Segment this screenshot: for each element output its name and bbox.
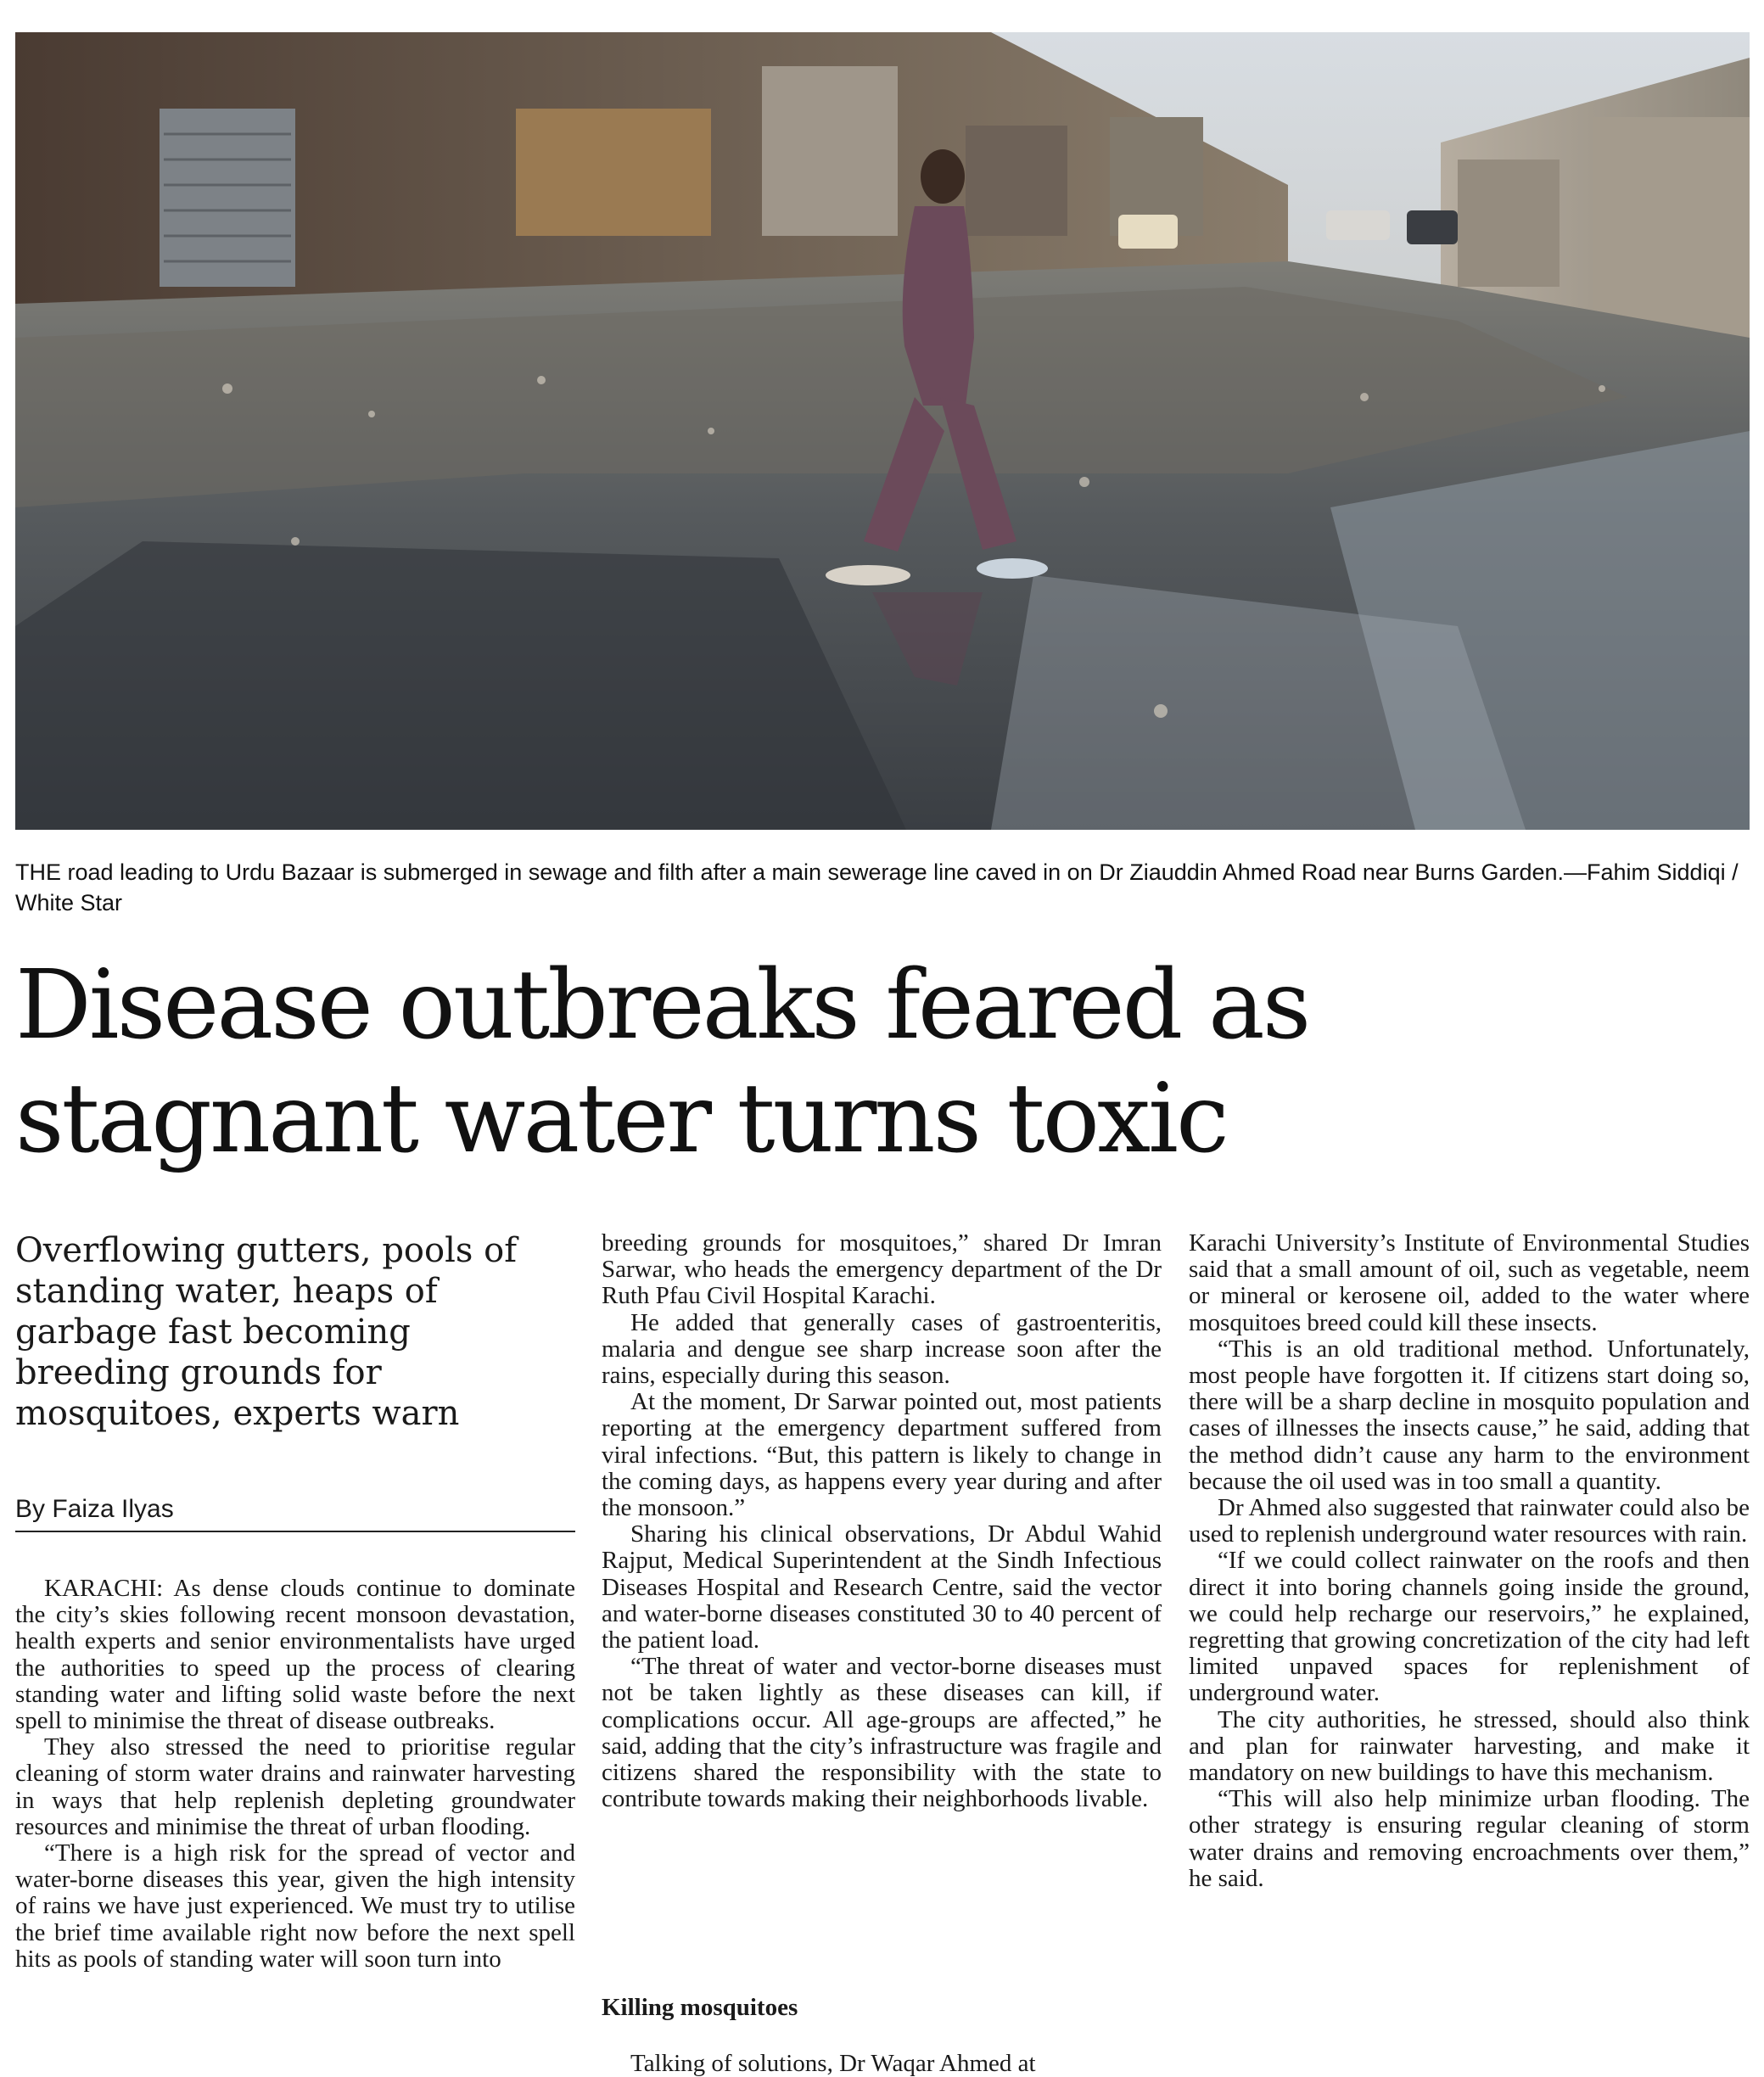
paragraph: They also stressed the need to prioritise regular cleaning of storm water drains and rainwater harvesting in ways that help replenish depleting groundwater resources and minimise the threat of urban flooding. [15, 1733, 575, 1840]
article-column-2 [602, 1230, 1162, 1812]
paragraph: “This is an old traditional method. Unfortunately, most people have forgotten it. If citizens start doing so, there will be a sharp decline in mosquito population and cases of illnesses the insects cause,” he said, adding that the method didn’t cause any harm to the environment because the oil used was in too small a quantity. [1189, 1335, 1750, 1495]
headline-line-2: stagnant water turns toxic [15, 1064, 1227, 1174]
paragraph: “If we could collect rainwater on the roofs and then direct it into boring channels going inside the ground, we could help recharge our reservoirs,” he explained, regretting that growing concretization of the city had left limited unpaved spaces for replenishment of underground water. [1189, 1547, 1750, 1707]
headline [15, 949, 1750, 1176]
paragraph: At the moment, Dr Sarwar pointed out, most patients reporting at the emergency department suffered from viral infections. “But, this pattern is likely to change in the coming days, as happens every year during and after the monsoon.” [602, 1388, 1162, 1522]
headline-line-1: Disease outbreaks feared as [15, 950, 1309, 1061]
byline-divider [15, 1531, 575, 1532]
photo-caption: THE road leading to Urdu Bazaar is submerged in sewage and filth after a main sewerage line caved in on Dr Ziauddin Ahmed Road near Burns Garden.—Fahim Siddiqi / White Star [15, 859, 1739, 915]
subheading: Killing mosquitoes [602, 1994, 798, 2021]
paragraph: KARACHI: As dense clouds continue to dominate the city’s skies following recent monsoon devastation, health experts and senior environmentalists have urged the authorities to speed up the process of clearing standing water and lifting solid waste before the next spell to minimise the threat of disease outbreaks. [15, 1575, 575, 1735]
news-photo [15, 32, 1750, 830]
paragraph: Sharing his clinical observations, Dr Abdul Wahid Rajput, Medical Superintendent at the Sindh Infectious Diseases Hospital and Research Centre, said the vector and water-borne diseases constituted 30 to 40 percent of the patient load. [602, 1520, 1162, 1654]
paragraph: The city authorities, he stressed, should also think and plan for rainwater harvesting, and make it mandatory on new buildings to have this mechanism. [1189, 1705, 1750, 1787]
article-column-1 [15, 1576, 575, 1973]
paragraph: breeding grounds for mosquitoes,” shared Dr Imran Sarwar, who heads the emergency department of the Dr Ruth Pfau Civil Hospital Karachi. [602, 1229, 1162, 1310]
paragraph: Dr Ahmed also suggested that rainwater could also be used to replenish underground water resources with rain. [1189, 1494, 1750, 1548]
paragraph: Talking of solutions, Dr Waqar Ahmed at [630, 2050, 1036, 2077]
paragraph: “There is a high risk for the spread of vector and water-borne diseases this year, given the high intensity of rains we have just experienced. We must try to utilise the brief time available right now before the next spell hits as pools of standing water will soon turn into [15, 1839, 575, 1973]
flooded-street-image [15, 32, 1750, 830]
paragraph: He added that generally cases of gastroenteritis, malaria and dengue see sharp increase soon after the rains, especially during this season. [602, 1308, 1162, 1390]
article-column-3 [1189, 1230, 1750, 1892]
standfirst: Overflowing gutters, pools of standing water, heaps of garbage fast becoming breeding grounds for mosquitoes, experts warn [15, 1231, 518, 1433]
byline: By Faiza Ilyas [15, 1495, 174, 1523]
paragraph: Karachi University’s Institute of Environmental Studies said that a small amount of oil, such as vegetable, neem or mineral or kerosene oil, added to the water where mosquitoes breed could kill these insects. [1189, 1229, 1750, 1336]
article-column-2-continued [602, 2051, 1162, 2077]
paragraph: “The threat of water and vector-borne diseases must not be taken lightly as these diseases can kill, if complications occur. All age-groups are affected,” he said, adding that the city’s infrastructure was fragile and citizens shared the responsibility with the state to contribute towards making their neighborhoods livable. [602, 1653, 1162, 1813]
paragraph: “This will also help minimize urban flooding. The other strategy is ensuring regular cleaning of storm water drains and removing encroachments over them,” he said. [1189, 1785, 1750, 1892]
